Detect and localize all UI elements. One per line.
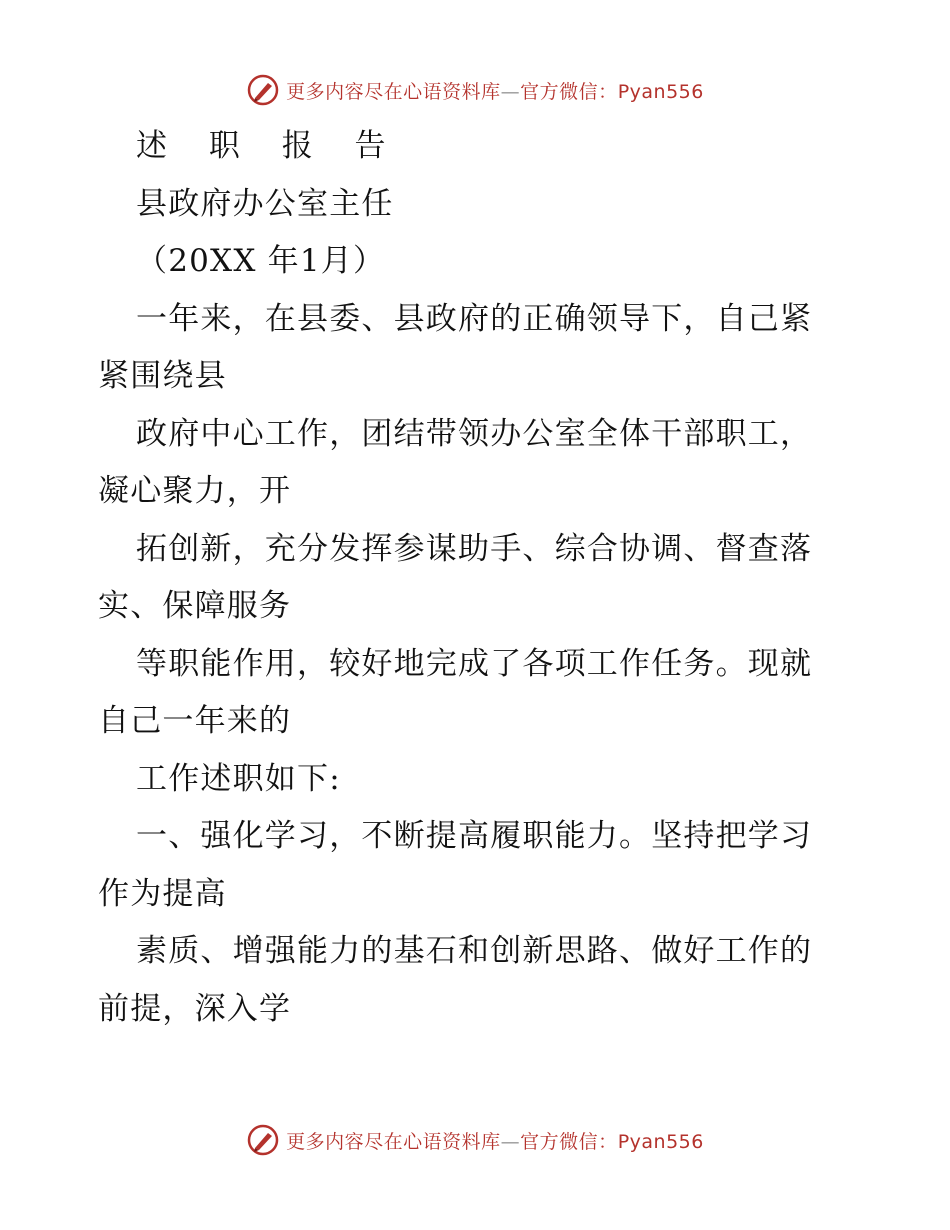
- banner-slogan: 更多内容尽在心语资料库: [286, 1130, 501, 1153]
- pen-logo-icon: [246, 1123, 280, 1157]
- banner-separator: —: [500, 1130, 521, 1153]
- banner-text: [286, 1127, 704, 1154]
- banner-text: [286, 77, 704, 104]
- paragraph-line: 素质、增强能力的基石和创新思路、做好工作的: [136, 933, 813, 969]
- paragraph-line: 政府中心工作，团结带领办公室全体干部职工，: [136, 415, 813, 452]
- document-title: 述 职 报 告: [136, 128, 402, 164]
- footer-banner: [0, 1120, 950, 1160]
- paragraph-line: 凝心聚力，开: [98, 473, 292, 509]
- paragraph-line: 自己一年来的: [98, 703, 292, 739]
- paragraph-line: 一年来，在县委、县政府的正确领导下，自己紧: [136, 300, 813, 337]
- paragraph-line: 工作述职如下:: [136, 760, 341, 797]
- pen-logo-icon: [246, 73, 280, 107]
- banner-separator: —: [500, 80, 521, 103]
- header-banner: [0, 70, 950, 110]
- paragraph-line: 实、保障服务: [98, 588, 292, 624]
- document-date: （20XX 年1月）: [136, 243, 386, 279]
- paragraph-line: 拓创新，充分发挥参谋助手、综合协调、督查落: [136, 530, 813, 567]
- banner-wechat-id: Pyan556: [617, 80, 704, 103]
- document-body: [98, 118, 858, 1038]
- section-heading-line: 一、强化学习，不断提高履职能力。坚持把学习: [136, 818, 813, 854]
- paragraph-line: 等职能作用，较好地完成了各项工作任务。现就: [136, 645, 813, 682]
- banner-wechat-id: Pyan556: [617, 1130, 704, 1153]
- banner-wechat-label: 官方微信：: [520, 1130, 618, 1153]
- banner-wechat-label: 官方微信：: [520, 80, 618, 103]
- paragraph-line: 作为提高: [98, 875, 227, 912]
- document-author: 县政府办公室主任: [136, 185, 394, 222]
- paragraph-line: 紧围绕县: [98, 358, 227, 394]
- paragraph-line: 前提，深入学: [98, 990, 292, 1027]
- banner-slogan: 更多内容尽在心语资料库: [286, 80, 501, 103]
